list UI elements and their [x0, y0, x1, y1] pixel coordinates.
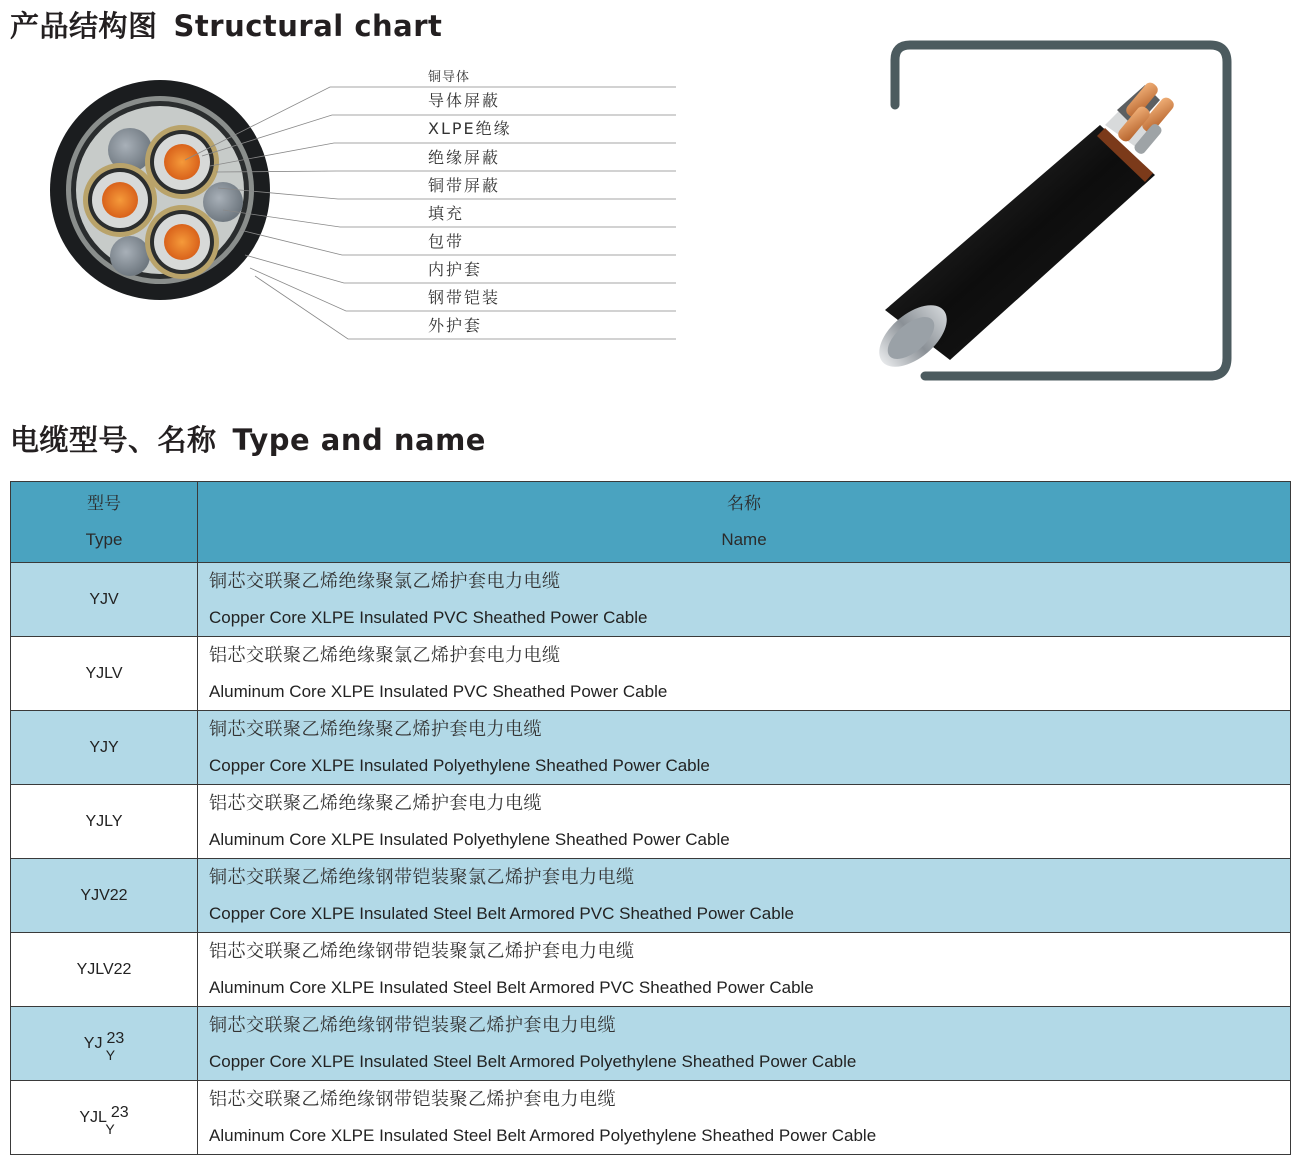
name-en: Copper Core XLPE Insulated Steel Belt Armored PVC Sheathed Power Cable	[209, 903, 794, 923]
layer-label-filler: 填充	[428, 204, 465, 223]
table-row	[11, 785, 1291, 859]
name-cell	[198, 1007, 1291, 1081]
layer-label-conductor-shield: 导体屏蔽	[428, 91, 501, 110]
table-header-row	[11, 482, 1291, 563]
layer-label-wrapping-tape: 包带	[428, 232, 465, 251]
name-en: Aluminum Core XLPE Insulated PVC Sheathed Power Cable	[209, 681, 668, 701]
type-code: YJV22	[80, 886, 128, 904]
header-name-cn: 名称	[727, 494, 761, 513]
type-code: YJY	[89, 738, 119, 756]
name-cell	[198, 563, 1291, 637]
name-cn: 铜芯交联聚乙烯绝缘聚氯乙烯护套电力电缆	[209, 570, 561, 592]
cable-product-photo	[855, 40, 1235, 385]
type-code-sub: Y	[105, 1046, 116, 1063]
name-en: Aluminum Core XLPE Insulated Polyethylene Sheathed Power Cable	[209, 829, 730, 849]
name-en: Copper Core XLPE Insulated Polyethylene Sheathed Power Cable	[209, 755, 710, 775]
structural-chart-title-cn: 产品结构图	[10, 9, 158, 43]
table-row	[11, 1007, 1291, 1081]
layer-label-insulation-shield: 绝缘屏蔽	[428, 148, 501, 167]
header-type-cn: 型号	[87, 494, 121, 513]
name-cell	[198, 1081, 1291, 1155]
cable-cross-section-diagram	[40, 60, 680, 360]
table-row	[11, 563, 1291, 637]
header-name-en: Name	[721, 530, 767, 549]
type-code-suffix: 23	[106, 1029, 125, 1047]
structural-chart-title-en: Structural chart	[173, 9, 443, 43]
type-and-name-title	[10, 418, 486, 459]
type-cell	[11, 637, 198, 711]
table-row	[11, 1081, 1291, 1155]
type-cell	[11, 711, 198, 785]
layer-label-steel-tape-armor: 钢带铠装	[428, 288, 501, 307]
type-cell	[11, 563, 198, 637]
cable-type-table	[10, 481, 1291, 1155]
name-cell	[198, 859, 1291, 933]
type-code: YJV	[89, 590, 119, 608]
name-cell	[198, 785, 1291, 859]
name-cn: 铜芯交联聚乙烯绝缘钢带铠装聚乙烯护套电力电缆	[209, 1014, 616, 1036]
type-code: YJLY	[85, 812, 123, 830]
header-type-en: Type	[85, 530, 123, 549]
type-cell	[11, 1081, 198, 1155]
name-cell	[198, 711, 1291, 785]
name-cn: 铜芯交联聚乙烯绝缘聚乙烯护套电力电缆	[209, 718, 542, 740]
type-code: YJLV	[85, 664, 123, 682]
table-row	[11, 933, 1291, 1007]
name-cn: 铝芯交联聚乙烯绝缘钢带铠装聚乙烯护套电力电缆	[209, 1088, 616, 1110]
type-code-suffix: 23	[110, 1103, 129, 1121]
table-row	[11, 637, 1291, 711]
type-code	[83, 1029, 125, 1063]
name-cell	[198, 637, 1291, 711]
type-code	[79, 1103, 129, 1137]
type-code: YJLV22	[76, 960, 132, 978]
layer-label-inner-sheath: 内护套	[428, 260, 483, 279]
type-code-sub: Y	[105, 1120, 115, 1137]
name-cn: 铝芯交联聚乙烯绝缘钢带铠装聚氯乙烯护套电力电缆	[209, 940, 635, 962]
layer-label-xlpe-insulation: XLPE绝缘	[428, 119, 512, 138]
type-and-name-title-cn: 电缆型号、名称	[10, 423, 217, 457]
name-cn: 铝芯交联聚乙烯绝缘聚氯乙烯护套电力电缆	[209, 644, 561, 666]
layer-label-outer-sheath: 外护套	[428, 316, 483, 335]
cable-illustration	[855, 40, 1235, 385]
name-cn: 铜芯交联聚乙烯绝缘钢带铠装聚氯乙烯护套电力电缆	[209, 866, 635, 888]
layer-label-copper-tape-shield: 铜带屏蔽	[428, 176, 501, 195]
type-code-prefix: YJ	[83, 1034, 103, 1052]
type-code-prefix: YJL	[79, 1108, 107, 1126]
table-row	[11, 711, 1291, 785]
type-and-name-title-en: Type and name	[232, 423, 486, 457]
structural-chart-title	[10, 4, 442, 45]
name-en: Aluminum Core XLPE Insulated Steel Belt Armored PVC Sheathed Power Cable	[209, 977, 814, 997]
type-cell	[11, 859, 198, 933]
type-cell	[11, 1007, 198, 1081]
name-en: Aluminum Core XLPE Insulated Steel Belt Armored Polyethylene Sheathed Power Cable	[209, 1125, 877, 1145]
header-type	[11, 482, 198, 563]
name-en: Copper Core XLPE Insulated PVC Sheathed Power Cable	[209, 607, 648, 627]
name-en: Copper Core XLPE Insulated Steel Belt Armored Polyethylene Sheathed Power Cable	[209, 1051, 857, 1071]
layer-label-copper-conductor: 铜导体	[428, 70, 471, 85]
header-name	[198, 482, 1291, 563]
name-cell	[198, 933, 1291, 1007]
table-row	[11, 859, 1291, 933]
cross-section-drawing	[40, 60, 680, 360]
name-cn: 铝芯交联聚乙烯绝缘聚乙烯护套电力电缆	[209, 792, 542, 814]
type-cell	[11, 933, 198, 1007]
type-cell	[11, 785, 198, 859]
